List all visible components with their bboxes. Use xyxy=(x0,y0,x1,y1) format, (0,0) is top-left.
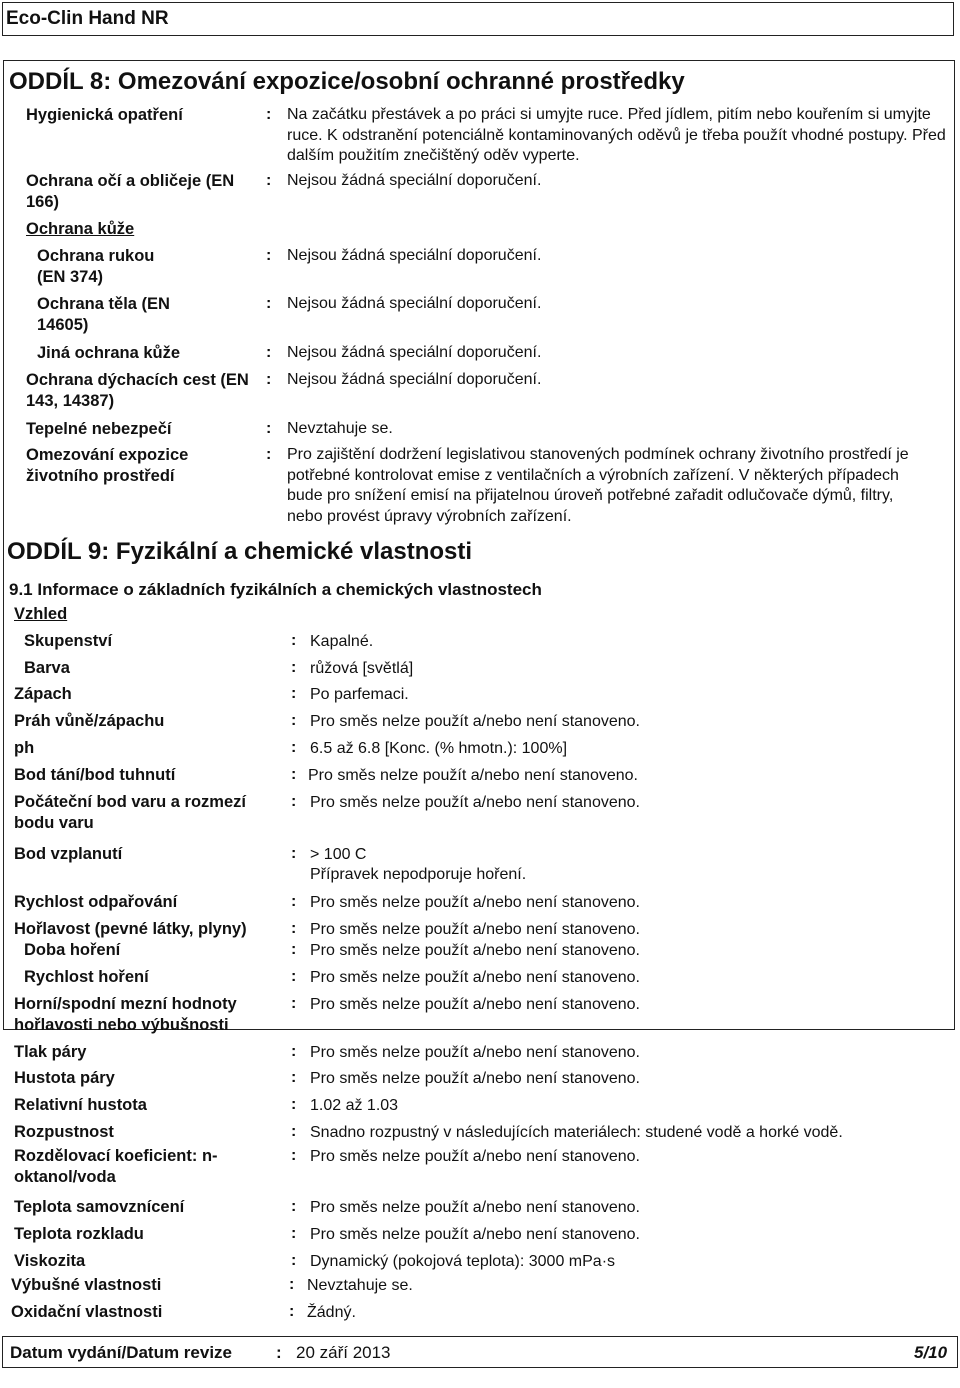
relative-density-label: Relativní hustota xyxy=(14,1096,147,1114)
colon: : xyxy=(291,995,297,1012)
colon: : xyxy=(289,1303,295,1320)
odor-label: Zápach xyxy=(14,685,72,703)
viscosity-value: Dynamický (pokojová teplota): 3000 mPa·s xyxy=(310,1253,616,1270)
appearance-heading: Vzhled xyxy=(14,605,68,623)
decomposition-value: Pro směs nelze použít a/nebo není stanoveno. xyxy=(310,1226,640,1243)
viscosity-label: Viskozita xyxy=(14,1252,86,1270)
colon: : xyxy=(291,1069,297,1086)
oxidizing-properties-label: Oxidační vlastnosti xyxy=(11,1303,163,1321)
colon: : xyxy=(291,1225,297,1242)
vapor-density-value: Pro směs nelze použít a/nebo není stanoveno. xyxy=(310,1070,640,1087)
colon: : xyxy=(266,344,272,361)
other-skin-label: Jiná ochrana kůže xyxy=(37,344,181,362)
melting-point-label: Bod tání/bod tuhnutí xyxy=(14,766,176,784)
colon: : xyxy=(291,893,297,910)
colon: : xyxy=(266,371,272,388)
colon: : xyxy=(266,247,272,264)
colon: : xyxy=(291,793,297,810)
thermal-hazard-label: Tepelné nebezpečí xyxy=(26,420,172,438)
state-label: Skupenství xyxy=(24,632,113,650)
partition-coefficient-label: Rozdělovací koeficient: n-oktanol/voda xyxy=(14,1147,218,1186)
explosive-limits-label: Horní/spodní mezní hodnoty hořlavosti nebo výbušnosti xyxy=(14,995,237,1034)
section-9-subtitle: 9.1 Informace o základních fyzikálních a chemických vlastnostech xyxy=(9,580,542,599)
respiratory-label: Ochrana dýchacích cest (EN 143, 14387) xyxy=(26,371,249,410)
autoignition-value: Pro směs nelze použít a/nebo není stanoveno. xyxy=(310,1199,640,1216)
colon: : xyxy=(266,446,272,463)
boiling-point-value: Pro směs nelze použít a/nebo není stanoveno. xyxy=(310,794,640,811)
colon: : xyxy=(291,920,297,937)
relative-density-value: 1.02 až 1.03 xyxy=(310,1097,399,1114)
flash-point-label: Bod vzplanutí xyxy=(14,845,123,863)
other-skin-value: Nejsou žádná speciální doporučení. xyxy=(287,344,542,361)
vapor-pressure-label: Tlak páry xyxy=(14,1043,87,1061)
vapor-pressure-value: Pro směs nelze použít a/nebo není stanoveno. xyxy=(310,1044,640,1061)
environment-label: Omezování expozice životního prostředí xyxy=(26,446,189,485)
burn-time-label: Doba hoření xyxy=(24,941,121,959)
colon: : xyxy=(291,1123,297,1140)
colon: : xyxy=(291,712,297,729)
ph-label: ph xyxy=(14,739,35,757)
flash-point-value: > 100 C xyxy=(310,846,367,863)
colon: : xyxy=(291,766,297,783)
state-value: Kapalné. xyxy=(310,633,374,650)
body-protection-value: Nejsou žádná speciální doporučení. xyxy=(287,295,542,312)
eye-protection-label: Ochrana očí a obličeje (EN 166) xyxy=(26,172,235,211)
solubility-value: Snadno rozpustný v následujících materiálech: studené vodě a horké vodě. xyxy=(310,1124,843,1141)
colon: : xyxy=(266,420,272,437)
section-8-title: ODDÍL 8: Omezování expozice/osobní ochranné prostředky xyxy=(9,68,685,95)
thermal-hazard-value: Nevztahuje se. xyxy=(287,420,393,437)
colon: : xyxy=(266,172,272,189)
odor-threshold-label: Práh vůně/zápachu xyxy=(14,712,165,730)
autoignition-label: Teplota samovznícení xyxy=(14,1198,185,1216)
colon: : xyxy=(291,1147,297,1164)
environment-value: Pro zajištění dodržení legislativou stanovených podmínek ochrany životního prostředí je potřebné kontrolovat emise z ventilačních a výrobních zařízení. V některých případech bude pro snížení emisí na přijatelnou úroveň potřebné zařadit odlučovače dýmů, filtry, nebo provést úpravy výrobních zařízení. xyxy=(287,446,909,525)
colon: : xyxy=(291,1198,297,1215)
boiling-point-label: Počáteční bod varu a rozmezí bodu varu xyxy=(14,793,246,832)
ph-value: 6.5 až 6.8 [Konc. (% hmotn.): 100%] xyxy=(310,740,568,757)
flammability-label: Hořlavost (pevné látky, plyny) xyxy=(14,920,247,938)
solubility-label: Rozpustnost xyxy=(14,1123,114,1141)
colon: : xyxy=(291,659,297,676)
burn-time-value: Pro směs nelze použít a/nebo není stanoveno. xyxy=(310,942,640,959)
colon: : xyxy=(291,1252,297,1269)
colon: : xyxy=(291,632,297,649)
vapor-density-label: Hustota páry xyxy=(14,1069,115,1087)
decomposition-label: Teplota rozkladu xyxy=(14,1225,144,1243)
colon: : xyxy=(266,295,272,312)
issue-date-label: Datum vydání/Datum revize xyxy=(10,1343,233,1362)
skin-protection-heading: Ochrana kůže xyxy=(26,220,135,238)
colon: : xyxy=(276,1343,282,1362)
colon: : xyxy=(291,739,297,756)
explosive-limits-value: Pro směs nelze použít a/nebo není stanoveno. xyxy=(310,996,640,1013)
colon: : xyxy=(266,106,272,123)
colon: : xyxy=(291,941,297,958)
color-label: Barva xyxy=(24,659,70,677)
burn-rate-label: Rychlost hoření xyxy=(24,968,149,986)
body-protection-label: Ochrana těla (EN 14605) xyxy=(37,295,170,334)
odor-value: Po parfemaci. xyxy=(310,686,409,703)
colon: : xyxy=(289,1276,295,1293)
explosive-properties-value: Nevztahuje se. xyxy=(307,1277,413,1294)
colon: : xyxy=(291,685,297,702)
colon: : xyxy=(291,845,297,862)
product-name: Eco-Clin Hand NR xyxy=(6,8,169,29)
explosive-properties-label: Výbušné vlastnosti xyxy=(11,1276,162,1294)
hand-protection-label: Ochrana rukou (EN 374) xyxy=(37,247,155,286)
flash-point-note: Přípravek nepodporuje hoření. xyxy=(310,866,527,883)
odor-threshold-value: Pro směs nelze použít a/nebo není stanoveno. xyxy=(310,713,640,730)
hand-protection-value: Nejsou žádná speciální doporučení. xyxy=(287,247,542,264)
partition-coefficient-value: Pro směs nelze použít a/nebo není stanoveno. xyxy=(310,1148,640,1165)
issue-date-value: 20 září 2013 xyxy=(296,1343,391,1362)
melting-point-value: Pro směs nelze použít a/nebo není stanoveno. xyxy=(308,767,638,784)
respiratory-value: Nejsou žádná speciální doporučení. xyxy=(287,371,542,388)
colon: : xyxy=(291,968,297,985)
oxidizing-properties-value: Žádný. xyxy=(307,1304,356,1321)
eye-protection-value: Nejsou žádná speciální doporučení. xyxy=(287,172,542,189)
colon: : xyxy=(291,1096,297,1113)
color-value: růžová [světlá] xyxy=(310,660,414,677)
colon: : xyxy=(291,1043,297,1060)
page-number: 5/10 xyxy=(914,1343,948,1362)
burn-rate-value: Pro směs nelze použít a/nebo není stanoveno. xyxy=(310,969,640,986)
section-9-title: ODDÍL 9: Fyzikální a chemické vlastnosti xyxy=(7,538,473,565)
evaporation-value: Pro směs nelze použít a/nebo není stanoveno. xyxy=(310,894,640,911)
flammability-value: Pro směs nelze použít a/nebo není stanoveno. xyxy=(310,921,640,938)
hygiene-label: Hygienická opatření xyxy=(26,106,183,124)
evaporation-label: Rychlost odpařování xyxy=(14,893,178,911)
hygiene-value: Na začátku přestávek a po práci si umyjte ruce. Před jídlem, pitím nebo kouřením si umyjte ruce. K odstranění potenciálně kontaminovaných oděvů je třeba použít vhodné postupy. Před dalším použitím znečištěný oděv vyperte. xyxy=(287,106,946,164)
